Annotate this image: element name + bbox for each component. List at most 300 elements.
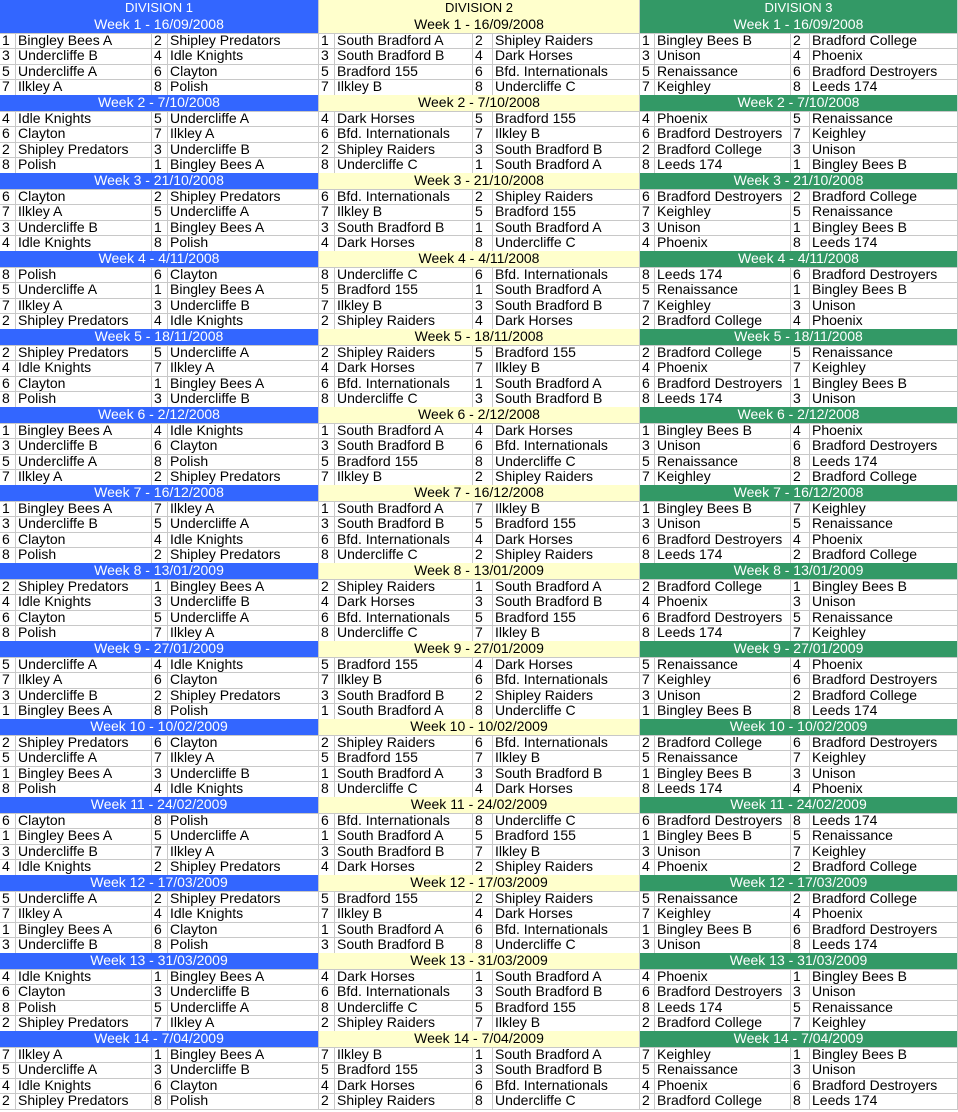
seed-number-cell[interactable]: 3 <box>791 142 810 159</box>
seed-number-cell[interactable]: 1 <box>791 969 810 986</box>
seed-number-cell[interactable]: 5 <box>152 1000 168 1017</box>
seed-number-cell[interactable]: 2 <box>791 859 810 876</box>
team-name-cell[interactable]: Bingley Bees A <box>168 376 319 393</box>
seed-number-cell[interactable]: 5 <box>791 1000 810 1017</box>
team-name-cell[interactable]: Bfd. Internationals <box>493 64 640 81</box>
seed-number-cell[interactable]: 4 <box>640 111 655 128</box>
seed-number-cell[interactable]: 6 <box>791 64 810 81</box>
team-name-cell[interactable]: Bradford 155 <box>493 204 640 221</box>
seed-number-cell[interactable]: 4 <box>0 859 16 876</box>
team-name-cell[interactable]: Polish <box>16 547 152 564</box>
team-name-cell[interactable]: Ilkley A <box>16 79 152 96</box>
team-name-cell[interactable]: Undercliffe A <box>16 64 152 81</box>
team-name-cell[interactable]: Bingley Bees A <box>16 423 152 440</box>
team-name-cell[interactable]: Unison <box>655 48 791 65</box>
team-name-cell[interactable]: Renaissance <box>810 610 958 627</box>
seed-number-cell[interactable]: 5 <box>152 111 168 128</box>
seed-number-cell[interactable]: 3 <box>791 391 810 408</box>
team-name-cell[interactable]: Bingley Bees B <box>810 220 958 237</box>
seed-number-cell[interactable]: 3 <box>152 298 168 315</box>
seed-number-cell[interactable]: 8 <box>473 937 493 954</box>
team-name-cell[interactable]: Bradford 155 <box>493 516 640 533</box>
seed-number-cell[interactable]: 7 <box>152 750 168 767</box>
team-name-cell[interactable]: Bfd. Internationals <box>493 267 640 284</box>
seed-number-cell[interactable]: 1 <box>640 922 655 939</box>
team-name-cell[interactable]: Shipley Predators <box>168 547 319 564</box>
team-name-cell[interactable]: Bingley Bees B <box>655 501 791 518</box>
seed-number-cell[interactable]: 1 <box>640 828 655 845</box>
team-name-cell[interactable]: Ilkley A <box>16 672 152 689</box>
team-name-cell[interactable]: Bradford Destroyers <box>655 532 791 549</box>
seed-number-cell[interactable]: 7 <box>791 501 810 518</box>
division-2-week-header[interactable]: Week 6 - 2/12/2008 <box>319 407 640 424</box>
team-name-cell[interactable]: Bradford College <box>655 142 791 159</box>
seed-number-cell[interactable]: 2 <box>473 469 493 486</box>
team-name-cell[interactable]: Undercliffe A <box>16 454 152 471</box>
team-name-cell[interactable]: Bradford Destroyers <box>655 984 791 1001</box>
seed-number-cell[interactable]: 7 <box>640 204 655 221</box>
seed-number-cell[interactable]: 4 <box>319 859 335 876</box>
seed-number-cell[interactable]: 3 <box>152 142 168 159</box>
team-name-cell[interactable]: Bfd. Internationals <box>335 126 473 143</box>
team-name-cell[interactable]: Bingley Bees A <box>168 157 319 174</box>
seed-number-cell[interactable]: 5 <box>791 516 810 533</box>
seed-number-cell[interactable]: 5 <box>640 1062 655 1079</box>
team-name-cell[interactable]: Clayton <box>168 267 319 284</box>
seed-number-cell[interactable]: 3 <box>640 844 655 861</box>
team-name-cell[interactable]: Bfd. Internationals <box>493 922 640 939</box>
seed-number-cell[interactable]: 1 <box>640 501 655 518</box>
team-name-cell[interactable]: Undercliffe B <box>16 688 152 705</box>
seed-number-cell[interactable]: 5 <box>152 345 168 362</box>
seed-number-cell[interactable]: 3 <box>640 48 655 65</box>
team-name-cell[interactable]: Renaissance <box>810 516 958 533</box>
team-name-cell[interactable]: Bfd. Internationals <box>335 189 473 206</box>
seed-number-cell[interactable]: 6 <box>0 984 16 1001</box>
seed-number-cell[interactable]: 5 <box>473 828 493 845</box>
seed-number-cell[interactable]: 3 <box>0 438 16 455</box>
team-name-cell[interactable]: Clayton <box>16 610 152 627</box>
team-name-cell[interactable]: Ilkley B <box>493 126 640 143</box>
team-name-cell[interactable]: Bingley Bees B <box>810 969 958 986</box>
team-name-cell[interactable]: Shipley Predators <box>16 142 152 159</box>
seed-number-cell[interactable]: 6 <box>319 984 335 1001</box>
seed-number-cell[interactable]: 7 <box>791 625 810 642</box>
seed-number-cell[interactable]: 6 <box>791 438 810 455</box>
team-name-cell[interactable]: Shipley Raiders <box>493 33 640 50</box>
seed-number-cell[interactable]: 6 <box>473 1078 493 1095</box>
division-1-week-header[interactable]: Week 2 - 7/10/2008 <box>0 95 319 112</box>
seed-number-cell[interactable]: 5 <box>791 345 810 362</box>
team-name-cell[interactable]: Bingley Bees B <box>655 922 791 939</box>
team-name-cell[interactable]: Bingley Bees B <box>810 282 958 299</box>
seed-number-cell[interactable]: 3 <box>791 984 810 1001</box>
team-name-cell[interactable]: Dark Horses <box>335 360 473 377</box>
team-name-cell[interactable]: Unison <box>810 1062 958 1079</box>
seed-number-cell[interactable]: 6 <box>640 126 655 143</box>
seed-number-cell[interactable]: 1 <box>473 220 493 237</box>
team-name-cell[interactable]: Dark Horses <box>493 781 640 798</box>
team-name-cell[interactable]: South Bradford B <box>335 937 473 954</box>
division-3-week-header[interactable]: Week 2 - 7/10/2008 <box>640 95 958 112</box>
seed-number-cell[interactable]: 5 <box>473 1000 493 1017</box>
team-name-cell[interactable]: Bradford 155 <box>493 111 640 128</box>
seed-number-cell[interactable]: 5 <box>473 204 493 221</box>
division-3-week-header[interactable]: Week 7 - 16/12/2008 <box>640 485 958 502</box>
seed-number-cell[interactable]: 4 <box>152 781 168 798</box>
team-name-cell[interactable]: Undercliffe A <box>168 111 319 128</box>
seed-number-cell[interactable]: 6 <box>0 126 16 143</box>
team-name-cell[interactable]: Bradford College <box>655 313 791 330</box>
seed-number-cell[interactable]: 2 <box>152 33 168 50</box>
seed-number-cell[interactable]: 1 <box>319 501 335 518</box>
seed-number-cell[interactable]: 5 <box>791 111 810 128</box>
seed-number-cell[interactable]: 7 <box>152 625 168 642</box>
division-2-week-header[interactable]: Week 7 - 16/12/2008 <box>319 485 640 502</box>
seed-number-cell[interactable]: 4 <box>152 657 168 674</box>
team-name-cell[interactable]: Undercliffe C <box>335 267 473 284</box>
team-name-cell[interactable]: South Bradford A <box>335 501 473 518</box>
seed-number-cell[interactable]: 5 <box>791 204 810 221</box>
team-name-cell[interactable]: Idle Knights <box>168 657 319 674</box>
team-name-cell[interactable]: Clayton <box>16 376 152 393</box>
seed-number-cell[interactable]: 4 <box>791 48 810 65</box>
seed-number-cell[interactable]: 2 <box>152 891 168 908</box>
team-name-cell[interactable]: Renaissance <box>810 828 958 845</box>
seed-number-cell[interactable]: 1 <box>791 220 810 237</box>
seed-number-cell[interactable]: 2 <box>791 688 810 705</box>
seed-number-cell[interactable]: 7 <box>319 906 335 923</box>
seed-number-cell[interactable]: 2 <box>640 735 655 752</box>
seed-number-cell[interactable]: 3 <box>152 766 168 783</box>
seed-number-cell[interactable]: 2 <box>152 189 168 206</box>
team-name-cell[interactable]: Phoenix <box>655 235 791 252</box>
team-name-cell[interactable]: Bingley Bees A <box>16 703 152 720</box>
team-name-cell[interactable]: Undercliffe B <box>168 766 319 783</box>
team-name-cell[interactable]: South Bradford A <box>493 579 640 596</box>
seed-number-cell[interactable]: 6 <box>791 672 810 689</box>
team-name-cell[interactable]: South Bradford A <box>493 157 640 174</box>
team-name-cell[interactable]: Ilkley A <box>168 1015 319 1032</box>
seed-number-cell[interactable]: 7 <box>319 298 335 315</box>
division-3-week-header[interactable]: Week 14 - 7/04/2009 <box>640 1031 958 1048</box>
seed-number-cell[interactable]: 8 <box>152 454 168 471</box>
seed-number-cell[interactable]: 3 <box>640 220 655 237</box>
team-name-cell[interactable]: Keighley <box>655 672 791 689</box>
seed-number-cell[interactable]: 8 <box>640 547 655 564</box>
team-name-cell[interactable]: South Bradford B <box>335 688 473 705</box>
team-name-cell[interactable]: South Bradford A <box>493 220 640 237</box>
seed-number-cell[interactable]: 3 <box>473 142 493 159</box>
team-name-cell[interactable]: Unison <box>810 594 958 611</box>
division-2-header[interactable]: DIVISION 2 <box>319 0 640 17</box>
team-name-cell[interactable]: Polish <box>168 79 319 96</box>
team-name-cell[interactable]: Ilkley A <box>168 750 319 767</box>
seed-number-cell[interactable]: 8 <box>319 391 335 408</box>
seed-number-cell[interactable]: 6 <box>0 813 16 830</box>
seed-number-cell[interactable]: 5 <box>640 891 655 908</box>
seed-number-cell[interactable]: 8 <box>640 1000 655 1017</box>
division-1-week-header[interactable]: Week 9 - 27/01/2009 <box>0 641 319 658</box>
team-name-cell[interactable]: South Bradford B <box>335 844 473 861</box>
team-name-cell[interactable]: Bradford Destroyers <box>810 1078 958 1095</box>
team-name-cell[interactable]: Unison <box>655 844 791 861</box>
team-name-cell[interactable]: Dark Horses <box>493 906 640 923</box>
team-name-cell[interactable]: Shipley Raiders <box>493 469 640 486</box>
seed-number-cell[interactable]: 2 <box>473 859 493 876</box>
seed-number-cell[interactable]: 4 <box>791 781 810 798</box>
team-name-cell[interactable]: Bradford Destroyers <box>655 813 791 830</box>
seed-number-cell[interactable]: 4 <box>319 594 335 611</box>
team-name-cell[interactable]: Ilkley A <box>168 625 319 642</box>
team-name-cell[interactable]: Shipley Raiders <box>335 345 473 362</box>
team-name-cell[interactable]: Dark Horses <box>335 111 473 128</box>
seed-number-cell[interactable]: 7 <box>640 672 655 689</box>
team-name-cell[interactable]: Keighley <box>810 501 958 518</box>
team-name-cell[interactable]: Bradford 155 <box>493 345 640 362</box>
seed-number-cell[interactable]: 8 <box>791 235 810 252</box>
seed-number-cell[interactable]: 3 <box>0 688 16 705</box>
team-name-cell[interactable]: Unison <box>810 984 958 1001</box>
team-name-cell[interactable]: Leeds 174 <box>655 391 791 408</box>
team-name-cell[interactable]: Undercliffe A <box>168 610 319 627</box>
team-name-cell[interactable]: Phoenix <box>655 859 791 876</box>
team-name-cell[interactable]: Renaissance <box>810 111 958 128</box>
team-name-cell[interactable]: Bradford Destroyers <box>810 267 958 284</box>
team-name-cell[interactable]: Ilkley B <box>335 672 473 689</box>
seed-number-cell[interactable]: 1 <box>152 376 168 393</box>
team-name-cell[interactable]: Ilkley B <box>335 906 473 923</box>
division-2-week-header[interactable]: Week 9 - 27/01/2009 <box>319 641 640 658</box>
seed-number-cell[interactable]: 4 <box>473 781 493 798</box>
seed-number-cell[interactable]: 5 <box>0 64 16 81</box>
team-name-cell[interactable]: Ilkley A <box>16 204 152 221</box>
seed-number-cell[interactable]: 2 <box>0 142 16 159</box>
seed-number-cell[interactable]: 6 <box>791 267 810 284</box>
team-name-cell[interactable]: Phoenix <box>655 360 791 377</box>
seed-number-cell[interactable]: 4 <box>152 906 168 923</box>
team-name-cell[interactable]: Keighley <box>810 844 958 861</box>
seed-number-cell[interactable]: 3 <box>152 594 168 611</box>
seed-number-cell[interactable]: 5 <box>319 750 335 767</box>
team-name-cell[interactable]: Undercliffe A <box>16 657 152 674</box>
team-name-cell[interactable]: Bfd. Internationals <box>493 438 640 455</box>
team-name-cell[interactable]: South Bradford A <box>493 282 640 299</box>
seed-number-cell[interactable]: 5 <box>640 454 655 471</box>
team-name-cell[interactable]: Shipley Predators <box>16 345 152 362</box>
seed-number-cell[interactable]: 5 <box>473 610 493 627</box>
team-name-cell[interactable]: Bradford 155 <box>493 828 640 845</box>
team-name-cell[interactable]: South Bradford A <box>335 766 473 783</box>
team-name-cell[interactable]: Leeds 174 <box>655 1000 791 1017</box>
seed-number-cell[interactable]: 8 <box>0 1000 16 1017</box>
team-name-cell[interactable]: South Bradford B <box>335 438 473 455</box>
division-1-week-header[interactable]: Week 5 - 18/11/2008 <box>0 329 319 346</box>
seed-number-cell[interactable]: 8 <box>319 1000 335 1017</box>
seed-number-cell[interactable]: 7 <box>152 501 168 518</box>
seed-number-cell[interactable]: 1 <box>0 33 16 50</box>
team-name-cell[interactable]: Shipley Predators <box>16 1015 152 1032</box>
team-name-cell[interactable]: Phoenix <box>810 781 958 798</box>
team-name-cell[interactable]: Leeds 174 <box>810 937 958 954</box>
seed-number-cell[interactable]: 2 <box>791 33 810 50</box>
team-name-cell[interactable]: Bradford Destroyers <box>810 922 958 939</box>
team-name-cell[interactable]: Bfd. Internationals <box>493 672 640 689</box>
team-name-cell[interactable]: Undercliffe B <box>168 1062 319 1079</box>
team-name-cell[interactable]: Keighley <box>655 1047 791 1064</box>
seed-number-cell[interactable]: 2 <box>640 579 655 596</box>
seed-number-cell[interactable]: 3 <box>473 766 493 783</box>
seed-number-cell[interactable]: 7 <box>791 126 810 143</box>
team-name-cell[interactable]: Phoenix <box>810 313 958 330</box>
team-name-cell[interactable]: Shipley Raiders <box>335 142 473 159</box>
team-name-cell[interactable]: Bingley Bees B <box>810 579 958 596</box>
team-name-cell[interactable]: Bradford 155 <box>335 657 473 674</box>
team-name-cell[interactable]: Shipley Raiders <box>335 313 473 330</box>
team-name-cell[interactable]: Undercliffe B <box>168 594 319 611</box>
seed-number-cell[interactable]: 7 <box>473 625 493 642</box>
seed-number-cell[interactable]: 5 <box>319 891 335 908</box>
team-name-cell[interactable]: Renaissance <box>655 1062 791 1079</box>
seed-number-cell[interactable]: 5 <box>0 891 16 908</box>
team-name-cell[interactable]: Ilkley A <box>16 906 152 923</box>
team-name-cell[interactable]: Keighley <box>655 469 791 486</box>
seed-number-cell[interactable]: 3 <box>319 48 335 65</box>
seed-number-cell[interactable]: 1 <box>473 282 493 299</box>
team-name-cell[interactable]: Ilkley B <box>335 1047 473 1064</box>
seed-number-cell[interactable]: 1 <box>640 423 655 440</box>
team-name-cell[interactable]: Bingley Bees B <box>810 1047 958 1064</box>
seed-number-cell[interactable]: 1 <box>791 579 810 596</box>
team-name-cell[interactable]: Polish <box>168 703 319 720</box>
seed-number-cell[interactable]: 7 <box>152 844 168 861</box>
seed-number-cell[interactable]: 2 <box>0 345 16 362</box>
team-name-cell[interactable]: Bingley Bees B <box>655 33 791 50</box>
team-name-cell[interactable]: Bradford 155 <box>493 610 640 627</box>
seed-number-cell[interactable]: 6 <box>473 672 493 689</box>
seed-number-cell[interactable]: 8 <box>0 547 16 564</box>
team-name-cell[interactable]: Undercliffe C <box>493 937 640 954</box>
seed-number-cell[interactable]: 6 <box>319 126 335 143</box>
team-name-cell[interactable]: Keighley <box>810 750 958 767</box>
seed-number-cell[interactable]: 7 <box>152 1015 168 1032</box>
seed-number-cell[interactable]: 3 <box>473 1062 493 1079</box>
seed-number-cell[interactable]: 2 <box>791 189 810 206</box>
seed-number-cell[interactable]: 3 <box>0 516 16 533</box>
team-name-cell[interactable]: Polish <box>168 813 319 830</box>
team-name-cell[interactable]: Shipley Raiders <box>335 1015 473 1032</box>
seed-number-cell[interactable]: 4 <box>473 906 493 923</box>
team-name-cell[interactable]: Shipley Raiders <box>335 579 473 596</box>
team-name-cell[interactable]: Phoenix <box>655 594 791 611</box>
seed-number-cell[interactable]: 3 <box>319 516 335 533</box>
team-name-cell[interactable]: Bingley Bees A <box>168 282 319 299</box>
seed-number-cell[interactable]: 8 <box>319 547 335 564</box>
seed-number-cell[interactable]: 3 <box>152 984 168 1001</box>
team-name-cell[interactable]: South Bradford A <box>493 969 640 986</box>
seed-number-cell[interactable]: 5 <box>0 750 16 767</box>
team-name-cell[interactable]: Renaissance <box>810 345 958 362</box>
team-name-cell[interactable]: Undercliffe A <box>16 750 152 767</box>
seed-number-cell[interactable]: 6 <box>319 813 335 830</box>
team-name-cell[interactable]: Undercliffe C <box>493 1093 640 1110</box>
team-name-cell[interactable]: South Bradford A <box>493 376 640 393</box>
team-name-cell[interactable]: South Bradford B <box>493 984 640 1001</box>
seed-number-cell[interactable]: 4 <box>0 235 16 252</box>
seed-number-cell[interactable]: 7 <box>152 360 168 377</box>
seed-number-cell[interactable]: 7 <box>0 906 16 923</box>
seed-number-cell[interactable]: 1 <box>152 220 168 237</box>
team-name-cell[interactable]: Renaissance <box>810 1000 958 1017</box>
team-name-cell[interactable]: Polish <box>168 454 319 471</box>
seed-number-cell[interactable]: 7 <box>0 79 16 96</box>
seed-number-cell[interactable]: 3 <box>791 1062 810 1079</box>
seed-number-cell[interactable]: 1 <box>152 579 168 596</box>
seed-number-cell[interactable]: 4 <box>319 1078 335 1095</box>
seed-number-cell[interactable]: 3 <box>152 391 168 408</box>
seed-number-cell[interactable]: 8 <box>319 625 335 642</box>
seed-number-cell[interactable]: 5 <box>791 610 810 627</box>
seed-number-cell[interactable]: 5 <box>0 657 16 674</box>
team-name-cell[interactable]: Unison <box>810 766 958 783</box>
team-name-cell[interactable]: Ilkley A <box>168 844 319 861</box>
team-name-cell[interactable]: Ilkley B <box>335 204 473 221</box>
team-name-cell[interactable]: Keighley <box>655 204 791 221</box>
seed-number-cell[interactable]: 2 <box>0 579 16 596</box>
team-name-cell[interactable]: Polish <box>168 1093 319 1110</box>
seed-number-cell[interactable]: 5 <box>0 1062 16 1079</box>
seed-number-cell[interactable]: 3 <box>0 937 16 954</box>
seed-number-cell[interactable]: 3 <box>319 937 335 954</box>
seed-number-cell[interactable]: 5 <box>640 282 655 299</box>
team-name-cell[interactable]: Bradford 155 <box>335 282 473 299</box>
seed-number-cell[interactable]: 6 <box>0 376 16 393</box>
seed-number-cell[interactable]: 6 <box>791 922 810 939</box>
seed-number-cell[interactable]: 8 <box>473 454 493 471</box>
team-name-cell[interactable]: Polish <box>16 157 152 174</box>
seed-number-cell[interactable]: 3 <box>319 438 335 455</box>
seed-number-cell[interactable]: 5 <box>640 64 655 81</box>
seed-number-cell[interactable]: 4 <box>640 594 655 611</box>
seed-number-cell[interactable]: 2 <box>0 735 16 752</box>
team-name-cell[interactable]: Idle Knights <box>16 859 152 876</box>
team-name-cell[interactable]: Polish <box>168 235 319 252</box>
team-name-cell[interactable]: Ilkley A <box>16 1047 152 1064</box>
team-name-cell[interactable]: Phoenix <box>810 906 958 923</box>
division-1-week-header[interactable]: Week 13 - 31/03/2009 <box>0 953 319 970</box>
seed-number-cell[interactable]: 4 <box>152 423 168 440</box>
team-name-cell[interactable]: Idle Knights <box>168 48 319 65</box>
team-name-cell[interactable]: Leeds 174 <box>810 79 958 96</box>
seed-number-cell[interactable]: 4 <box>0 111 16 128</box>
team-name-cell[interactable]: South Bradford B <box>335 220 473 237</box>
seed-number-cell[interactable]: 8 <box>640 625 655 642</box>
team-name-cell[interactable]: Undercliffe B <box>16 937 152 954</box>
team-name-cell[interactable]: Renaissance <box>655 454 791 471</box>
team-name-cell[interactable]: Shipley Raiders <box>493 688 640 705</box>
team-name-cell[interactable]: Clayton <box>168 922 319 939</box>
division-1-week-header[interactable]: Week 3 - 21/10/2008 <box>0 173 319 190</box>
division-2-week-header[interactable]: Week 5 - 18/11/2008 <box>319 329 640 346</box>
team-name-cell[interactable]: Polish <box>16 625 152 642</box>
team-name-cell[interactable]: Undercliffe C <box>335 547 473 564</box>
seed-number-cell[interactable]: 6 <box>791 1078 810 1095</box>
division-3-week-header[interactable]: Week 9 - 27/01/2009 <box>640 641 958 658</box>
team-name-cell[interactable]: Undercliffe C <box>335 781 473 798</box>
team-name-cell[interactable]: Ilkley A <box>168 126 319 143</box>
seed-number-cell[interactable]: 2 <box>640 1015 655 1032</box>
team-name-cell[interactable]: Undercliffe B <box>168 984 319 1001</box>
